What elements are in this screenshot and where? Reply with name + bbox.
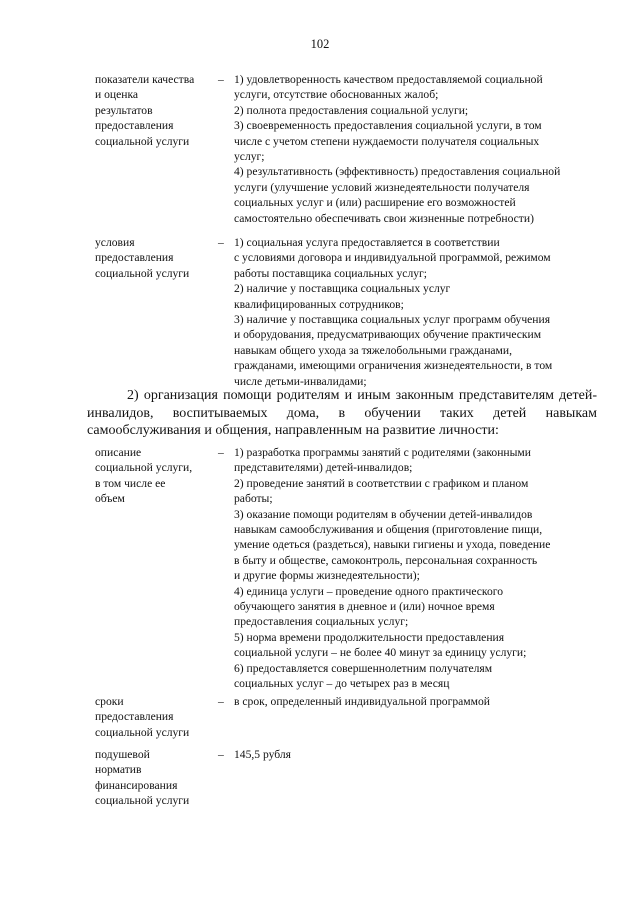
body-line: в быту и обществе, самоконтроль, персональная сохранность [234,553,538,567]
body-line: услуги (улучшение условий жизнедеятельности получателя [234,180,530,194]
body-line: 2) полнота предоставления социальной услуги; [234,103,469,117]
row-dash: – [218,73,224,86]
page-number: 102 [310,37,330,51]
service-paragraph [87,387,597,440]
row-label [95,445,215,507]
body-line: социальной услуги – не более 40 минут за единицу услуги; [234,646,527,660]
row-dash: – [218,446,224,459]
body-line: социальных услуг и (или) расширение его возможностей [234,196,516,210]
label-line: в том числе ее [95,476,166,490]
body-line: 1) удовлетворенность качеством предоставляемой социальной [234,73,543,86]
label-line: описание [95,446,142,459]
label-line: показатели качества [95,73,195,86]
body-line: работы поставщика социальных услуг; [234,266,428,280]
label-line: предоставления [95,119,174,133]
body-line: и оборудования, предусматривающих обучение практическим [234,328,542,342]
body-line: предоставления социальных услуг; [234,615,409,629]
label-line: социальной услуги [95,794,190,808]
paragraph-text: 2) организация помощи родителям и иным законным представителям детей-инвалидов, воспитываемых дома, в обучении таких детей навыкам самообслуживания и общения, направленным на развитие личности: [87,388,597,438]
label-line: объем [95,492,125,506]
label-line: норматив [95,763,142,777]
body-line: 145,5 рубля [234,748,292,761]
row-label [95,694,215,740]
label-line: финансирования [95,778,178,792]
row-body [234,747,589,762]
body-line: числе детьми-инвалидами; [234,374,367,388]
row-body [234,445,589,692]
body-line: 4) единица услуги – проведение одного практического [234,584,504,598]
body-line: обучающего занятия в дневное и (или) ночное время [234,600,495,614]
body-line: услуг; [234,150,265,164]
body-line: 2) наличие у поставщика социальных услуг [234,282,451,296]
label-line: социальной услуги [95,134,190,148]
row-label [95,72,215,149]
row-label [95,235,215,281]
row-body [234,694,589,709]
body-line: в срок, определенный индивидуальной программой [234,695,490,708]
body-line: 3) оказание помощи родителям в обучении детей-инвалидов [234,507,533,521]
label-line: предоставления [95,251,174,265]
body-line: и другие формы жизнедеятельности); [234,569,420,583]
label-line: социальной услуги [95,266,190,280]
label-line: сроки [95,695,124,708]
row-dash: – [218,695,224,708]
body-line: 5) норма времени продолжительности предоставления [234,630,505,644]
label-line: предоставления [95,710,174,724]
label-line: и оценка [95,88,139,102]
body-line: 4) результативность (эффективность) предоставления социальной [234,165,561,179]
body-line: навыкам самообслуживания и общения (приготовление пищи, [234,523,543,537]
body-line: умение одеться (раздеться), навыки гигиены и ухода, поведение [234,538,551,552]
label-line: условия [95,236,135,249]
body-line: гражданами, имеющими ограничения жизнедеятельности, в том [234,359,553,373]
row-body [234,235,589,389]
body-line: 6) предоставляется совершеннолетним получателям [234,661,493,675]
label-line: подушевой [95,748,150,761]
row-dash: – [218,748,224,761]
body-line: услуги, отсутствие обоснованных жалоб; [234,88,439,102]
label-line: социальной услуги, [95,461,193,475]
label-line: результатов [95,103,153,117]
body-line: 3) своевременность предоставления социальной услуги, в том [234,119,542,133]
body-line: 3) наличие у поставщика социальных услуг программ обучения [234,313,551,327]
body-line: самостоятельно обеспечивать свои жизненные потребности) [234,211,534,225]
label-line: социальной услуги [95,725,190,739]
body-line: 2) проведение занятий в соответствии с графиком и планом [234,476,529,490]
body-line: работы; [234,492,273,506]
body-line: квалифицированных сотрудников; [234,297,404,311]
row-label [95,747,215,809]
body-line: социальных услуг – до четырех раз в месяц [234,677,450,691]
body-line: 1) разработка программы занятий с родителями (законными [234,446,531,459]
body-line: с условиями договора и индивидуальной программой, режимом [234,251,551,265]
body-line: 1) социальная услуга предоставляется в соответствии [234,236,500,249]
row-body [234,72,589,226]
body-line: навыкам общего ухода за тяжелобольными гражданами, [234,343,512,357]
row-dash: – [218,236,224,249]
body-line: числе с учетом степени нуждаемости получателя социальных [234,134,540,148]
body-line: представителями) детей-инвалидов; [234,461,413,475]
